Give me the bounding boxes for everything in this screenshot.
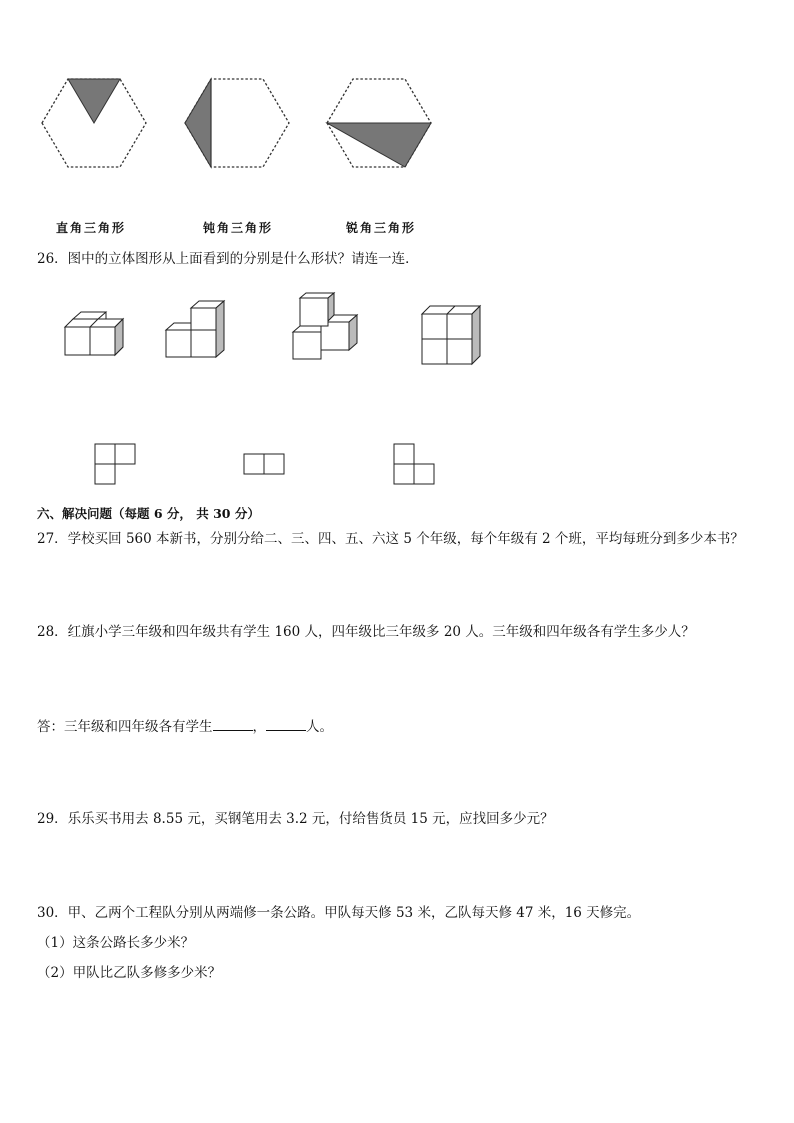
hexagon-figure-right-triangle (40, 76, 148, 170)
question-30-part-2: （2）甲队比乙队多修多少米？ (37, 965, 222, 981)
question-30-part-1: （1）这条公路长多少米？ (37, 935, 195, 951)
answer-blank-grade4[interactable] (266, 716, 306, 731)
answer-blank-grade3[interactable] (213, 716, 253, 731)
hexagon-label-obtuse: 钝角三角形 (203, 221, 274, 235)
question-27: 27．学校买回 560 本新书，分别分给二、三、四、五、六这 5 个年级，每个年级有 2 个班，平均每班分到多少本书？ (37, 531, 744, 547)
hexagon-figure-acute-triangle (325, 76, 433, 170)
answer-28-suffix: 人。 (306, 719, 333, 735)
cube-solid-1 (64, 312, 126, 356)
question-30: 30．甲、乙两个工程队分别从两端修一条公路。甲队每天修 53 米，乙队每天修 47 米，16 天修完。 (37, 905, 641, 921)
question-29: 29．乐乐买书用去 8.55 元，买钢笔用去 3.2 元，付给售货员 15 元，应找回多少元？ (37, 811, 554, 827)
cube-solid-4 (421, 305, 483, 367)
top-view-l-shape-bottom (393, 443, 435, 485)
section-6-heading: 六、解决问题（每题 6 分， 共 30 分） (37, 506, 260, 521)
hexagon-figure-obtuse-triangle (183, 76, 291, 170)
top-view-l-shape-top (94, 443, 136, 485)
answer-28-prefix: 答：三年级和四年级各有学生 (37, 719, 213, 735)
answer-28 (37, 716, 333, 737)
hexagon-label-right: 直角三角形 (56, 221, 127, 235)
cube-solid-3 (292, 292, 360, 360)
cube-solid-2 (165, 300, 225, 358)
question-28: 28．红旗小学三年级和四年级共有学生 160 人，四年级比三年级多 20 人。三年级和四年级各有学生多少人？ (37, 624, 695, 640)
hexagon-label-acute: 锐角三角形 (346, 221, 417, 235)
answer-28-separator: ， (252, 719, 266, 735)
top-view-two-squares (243, 453, 285, 475)
question-26: 26．图中的立体图形从上面看到的分别是什么形状？请连一连． (37, 251, 419, 267)
